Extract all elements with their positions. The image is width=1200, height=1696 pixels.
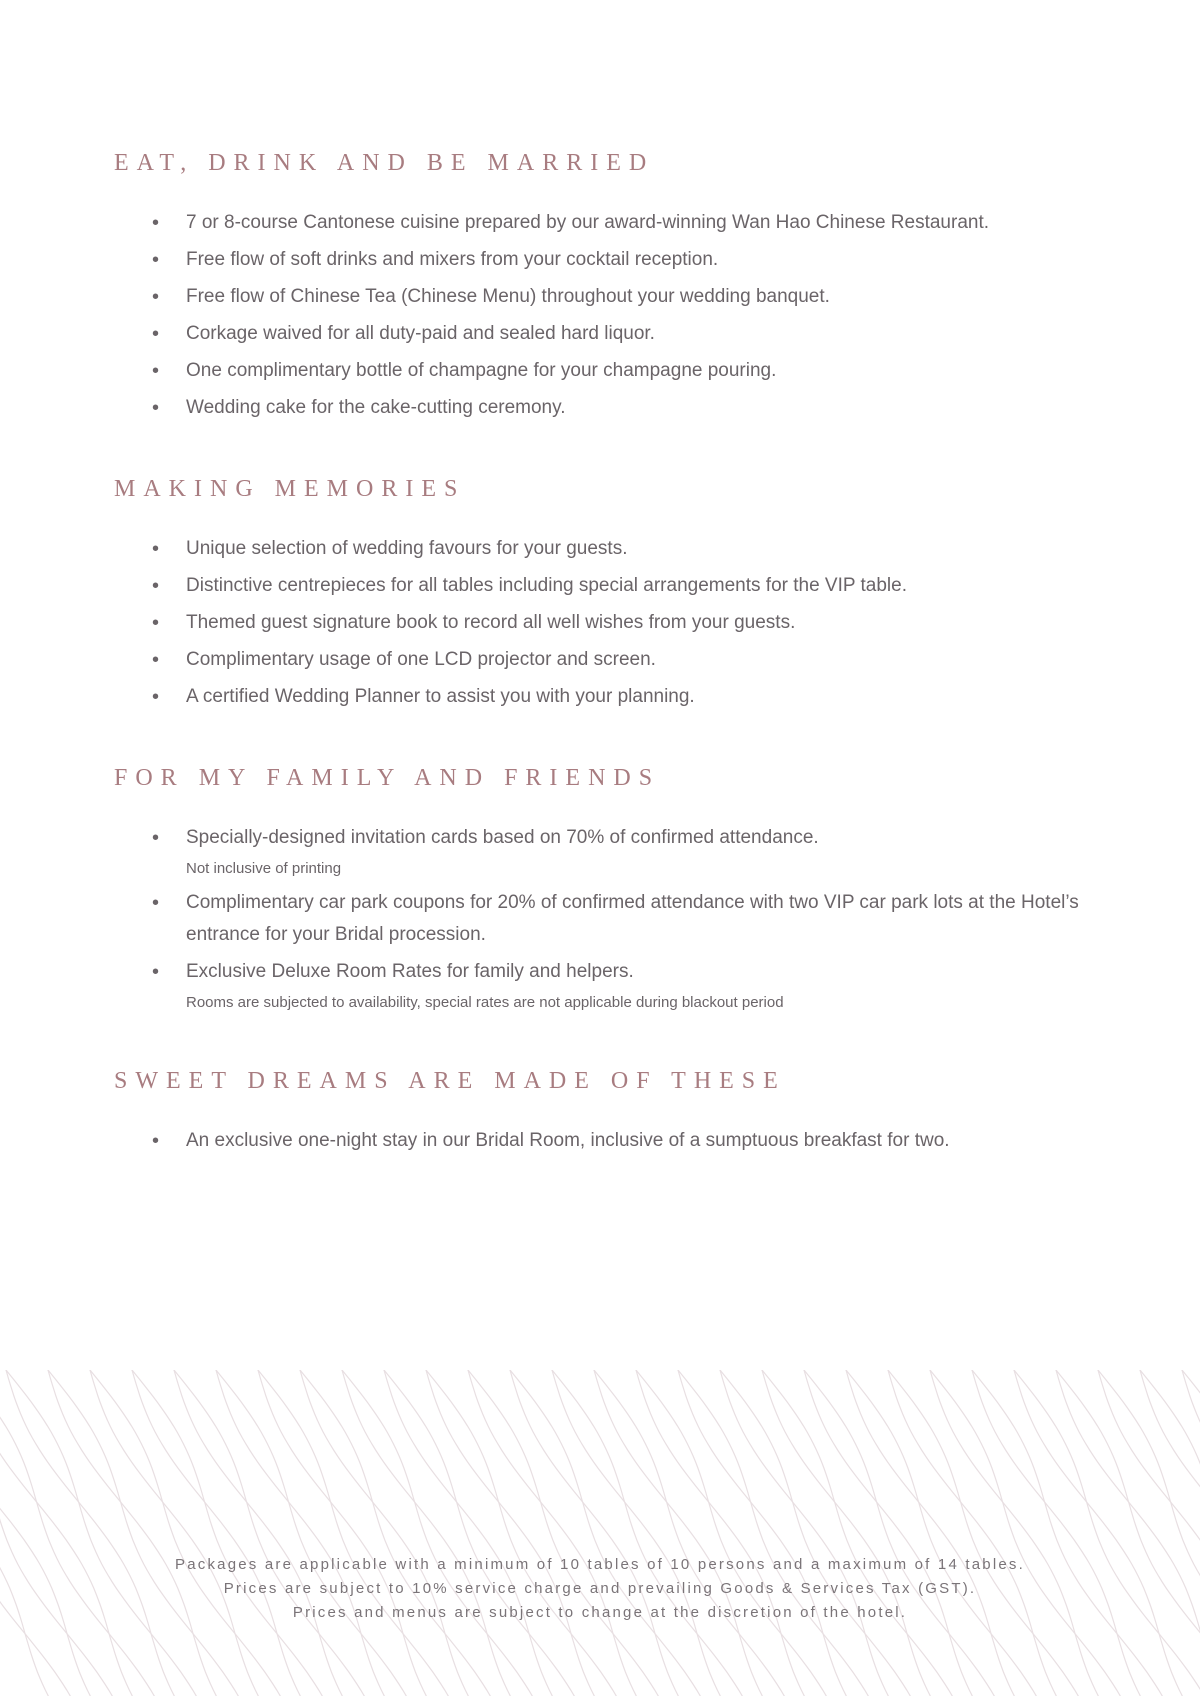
list-item [114, 281, 1094, 313]
bullet-icon: • [152, 286, 160, 308]
section-sweet-dreams [114, 1068, 1094, 1157]
item-note: Rooms are subjected to availability, special rates are not applicable during blackout period [186, 994, 784, 1011]
bullet-icon: • [152, 892, 160, 914]
bullet-icon: • [152, 686, 160, 708]
item-text: An exclusive one-night stay in our Bridal Room, inclusive of a sumptuous breakfast for two. [186, 1130, 950, 1151]
list-item [114, 318, 1094, 350]
bullet-icon: • [152, 323, 160, 345]
background-wave-pattern [0, 1370, 1200, 1696]
footer-line: Prices are subject to 10% service charge and prevailing Goods & Services Tax (GST). [223, 1580, 977, 1597]
item-text: Unique selection of wedding favours for your guests. [186, 538, 628, 559]
bullet-icon: • [152, 612, 160, 634]
wave-strand [1006, 1370, 1200, 1696]
item-list [114, 207, 1094, 424]
item-text: Specially-designed invitation cards based on 70% of confirmed attendance. [186, 827, 819, 848]
section-eat-drink [114, 150, 1094, 424]
item-text: Free flow of Chinese Tea (Chinese Menu) throughout your wedding banquet. [186, 286, 830, 307]
wave-strand [1137, 1370, 1200, 1696]
list-item [114, 644, 1094, 676]
wave-strand [0, 1370, 158, 1696]
list-item [114, 392, 1094, 424]
bullet-icon: • [152, 538, 160, 560]
wave-strand [0, 1370, 116, 1696]
item-text: Corkage waived for all duty-paid and sealed hard liquor. [186, 323, 655, 344]
section-title: SWEET DREAMS ARE MADE OF THESE [114, 1068, 786, 1094]
list-item [114, 1125, 1094, 1157]
item-list [114, 1125, 1094, 1157]
bullet-icon: • [152, 1130, 160, 1152]
item-text: Exclusive Deluxe Room Rates for family and helpers. [186, 961, 634, 982]
list-item [114, 570, 1094, 602]
list-item [114, 956, 1094, 1016]
section-making-memories [114, 476, 1094, 713]
bullet-icon: • [152, 212, 160, 234]
bullet-icon: • [152, 827, 160, 849]
list-item [114, 607, 1094, 639]
item-text: A certified Wedding Planner to assist you with your planning. [186, 686, 695, 707]
item-list [114, 822, 1094, 1016]
list-item [114, 822, 1094, 882]
wave-strand [1053, 1370, 1200, 1696]
bullet-icon: • [152, 397, 160, 419]
bullet-icon: • [152, 360, 160, 382]
item-text: Complimentary car park coupons for 20% of confirmed attendance with two VIP car park lots at the Hotel’s entrance for your Bridal procession. [186, 892, 1079, 945]
section-family-friends [114, 765, 1094, 1016]
item-note: Not inclusive of printing [186, 860, 342, 877]
item-text: 7 or 8-course Cantonese cuisine prepared by our award-winning Wan Hao Chinese Restaurant. [186, 212, 990, 233]
bullet-icon: • [152, 575, 160, 597]
terms-footer [0, 1553, 1200, 1625]
wave-strand [1179, 1370, 1200, 1696]
section-title: EAT, DRINK AND BE MARRIED [114, 150, 655, 176]
item-text: One complimentary bottle of champagne for your champagne pouring. [186, 360, 777, 381]
section-title: FOR MY FAMILY AND FRIENDS [114, 765, 661, 791]
item-text: Complimentary usage of one LCD projector and screen. [186, 649, 656, 670]
wave-strand [1090, 1370, 1200, 1696]
bullet-icon: • [152, 249, 160, 271]
bullet-icon: • [152, 649, 160, 671]
package-inclusions [114, 150, 1094, 1209]
footer-line: Prices and menus are subject to change at the discretion of the hotel. [292, 1604, 908, 1621]
item-text: Themed guest signature book to record all well wishes from your guests. [186, 612, 796, 633]
item-text: Distinctive centrepieces for all tables including special arrangements for the VIP table. [186, 575, 907, 596]
list-item [114, 244, 1094, 276]
list-item [114, 681, 1094, 713]
wave-strand [0, 1370, 52, 1696]
section-title: MAKING MEMORIES [114, 476, 466, 502]
item-list [114, 533, 1094, 713]
wave-strand [0, 1370, 74, 1696]
footer-line: Packages are applicable with a minimum of 10 tables of 10 persons and a maximum of 14 tables. [175, 1556, 1025, 1573]
list-item [114, 355, 1094, 387]
item-text: Free flow of soft drinks and mixers from your cocktail reception. [186, 249, 719, 270]
wave-strand [1174, 1370, 1200, 1696]
wave-strand [0, 1370, 136, 1696]
list-item [114, 533, 1094, 565]
item-text: Wedding cake for the cake-cutting ceremony. [186, 397, 566, 418]
bullet-icon: • [152, 961, 160, 983]
wave-strand [1132, 1370, 1200, 1696]
list-item [114, 887, 1094, 951]
list-item [114, 207, 1094, 239]
